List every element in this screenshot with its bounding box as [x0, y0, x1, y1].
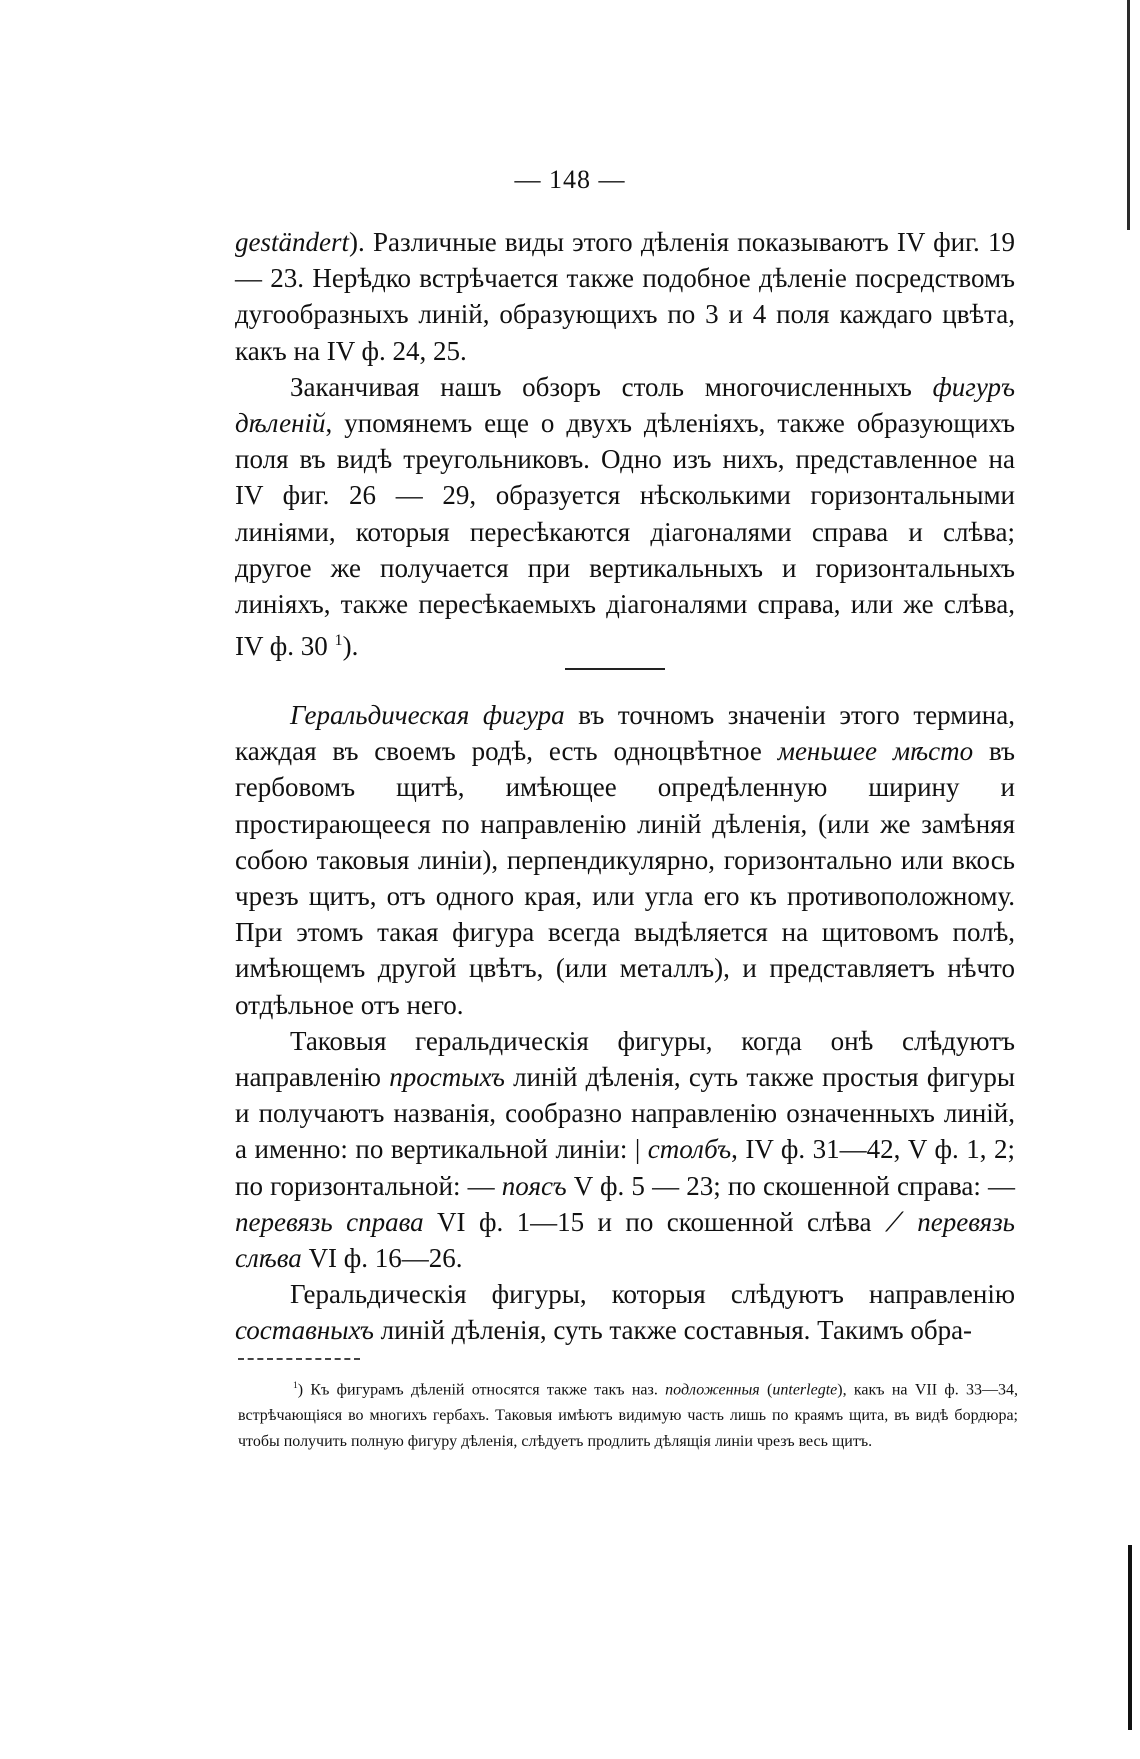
- paragraph: [235, 224, 1015, 369]
- italic-term: простыхъ: [389, 1062, 505, 1093]
- paragraph-text: ). Различные виды этого дѣленія показываютъ IV фиг. 19 — 23. Нерѣдко встрѣчается также подобное дѣленіе посредствомъ дугообразныхъ линій, образующихъ по 3 и 4 поля каждаго цвѣта, какъ на IV ф. 24, 25.: [235, 227, 1015, 366]
- paragraph-text: въ точномъ значеніи этого термина, каждая въ своемъ родѣ, есть одноцвѣтное: [235, 700, 1015, 767]
- paragraph-text: Геральдическія фигуры, которыя слѣдуютъ направленію: [290, 1279, 1015, 1310]
- paragraph-text: VI ф. 16—26.: [301, 1243, 463, 1274]
- page-edge-line: [1127, 0, 1130, 230]
- italic-term: перевязь справа: [235, 1206, 424, 1237]
- paragraph-text: Заканчивая нашъ обзоръ столь многочисленныхъ: [290, 371, 933, 402]
- page-number: — 148 —: [514, 165, 626, 194]
- italic-term: составныхъ: [235, 1315, 374, 1346]
- footnote-rule: [238, 1358, 360, 1360]
- text-block-top: [235, 224, 1015, 664]
- italic-term: geständert: [235, 227, 349, 257]
- italic-term: подложенныя: [665, 1381, 760, 1399]
- section-divider: [565, 668, 665, 670]
- paragraph-text: линій дѣленія, суть также простыя фигуры и получаютъ названія, сообразно направленію означенныхъ линій, а именно: по вертикальной линіи: |: [235, 1062, 1015, 1165]
- paragraph-text: въ гербовомъ щитѣ, имѣющее опредѣленную ширину и простирающееся по направленію линій дѣленія, (или же замѣняя собою таковыя линіи), перпендикулярно, горизонтально или вкось чрезъ щитъ, отъ одного края, или угла его къ противоположному. При этомъ такая фигура всегда выдѣляется на щитовомъ полѣ, имѣющемъ другой цвѣтъ, (или металлъ), и представляетъ нѣчто отдѣльное отъ него.: [235, 736, 1016, 1020]
- paragraph: [235, 697, 1015, 1023]
- footnote: [238, 1373, 1018, 1455]
- italic-term: поясъ: [501, 1170, 567, 1201]
- paragraph-text: , IV ф. 31—42, V ф. 1, 2; по горизонтальной: —: [235, 1134, 1015, 1201]
- italic-term: Геральдическая фигура: [290, 700, 565, 730]
- footnotes: [238, 1373, 1018, 1455]
- italic-term: перевязь слѣва: [235, 1206, 1015, 1274]
- italic-term: фигуръ дѣленій: [235, 371, 1015, 439]
- italic-term: меньшее мѣсто: [777, 736, 974, 767]
- paragraph-text: линій дѣленія, суть также составныя. Такимъ обра-: [373, 1315, 973, 1346]
- page-edge-mark: [1128, 1545, 1132, 1730]
- paragraph-text: V ф. 5 — 23; по скошенной справа: —: [566, 1170, 1015, 1201]
- footnote-marker: 1: [293, 1380, 298, 1391]
- paragraph-text: ).: [342, 631, 359, 662]
- footnote-text: ), какъ на VII ф. 33—34, встрѣчающіяся во многихъ гербахъ. Таковыя имѣютъ видимую часть лишь по краямъ щита, въ видѣ бордюра; чтобы получить полную фигуру дѣленія, слѣдуетъ продлить дѣлящія линіи чрезъ весь щитъ.: [238, 1381, 1019, 1451]
- italic-term: столбъ: [647, 1134, 732, 1165]
- paragraph-text: , упомянемъ еще о двухъ дѣленіяхъ, также образующихъ поля въ видѣ треугольниковъ. Одно изъ нихъ, представленное на IV фиг. 26 — 29, образуется нѣсколькими горизонтальными линіями, которыя пересѣкаются діагоналями справа и слѣва; другое же получается при вертикальныхъ и горизонтальныхъ линіяхъ, также пересѣкаемыхъ діагоналями справа, или же слѣва, IV ф. 30: [235, 408, 1015, 662]
- italic-term: unterlegte: [772, 1381, 838, 1399]
- paragraph-text: Таковыя геральдическія фигуры, когда онѣ слѣдуютъ направленію: [235, 1025, 1015, 1093]
- text-block-main: [235, 697, 1015, 1349]
- paragraph: [235, 369, 1015, 665]
- paragraph-text: VI ф. 1—15 и по скошенной слѣва ⟋: [423, 1206, 918, 1237]
- paragraph: [235, 1276, 1015, 1348]
- footnote-text: ) Къ фигурамъ дѣленій относятся также такъ наз.: [297, 1381, 666, 1399]
- footnote-ref[interactable]: 1: [334, 631, 343, 650]
- footnote-text: (: [759, 1381, 773, 1399]
- paragraph: [235, 1023, 1015, 1276]
